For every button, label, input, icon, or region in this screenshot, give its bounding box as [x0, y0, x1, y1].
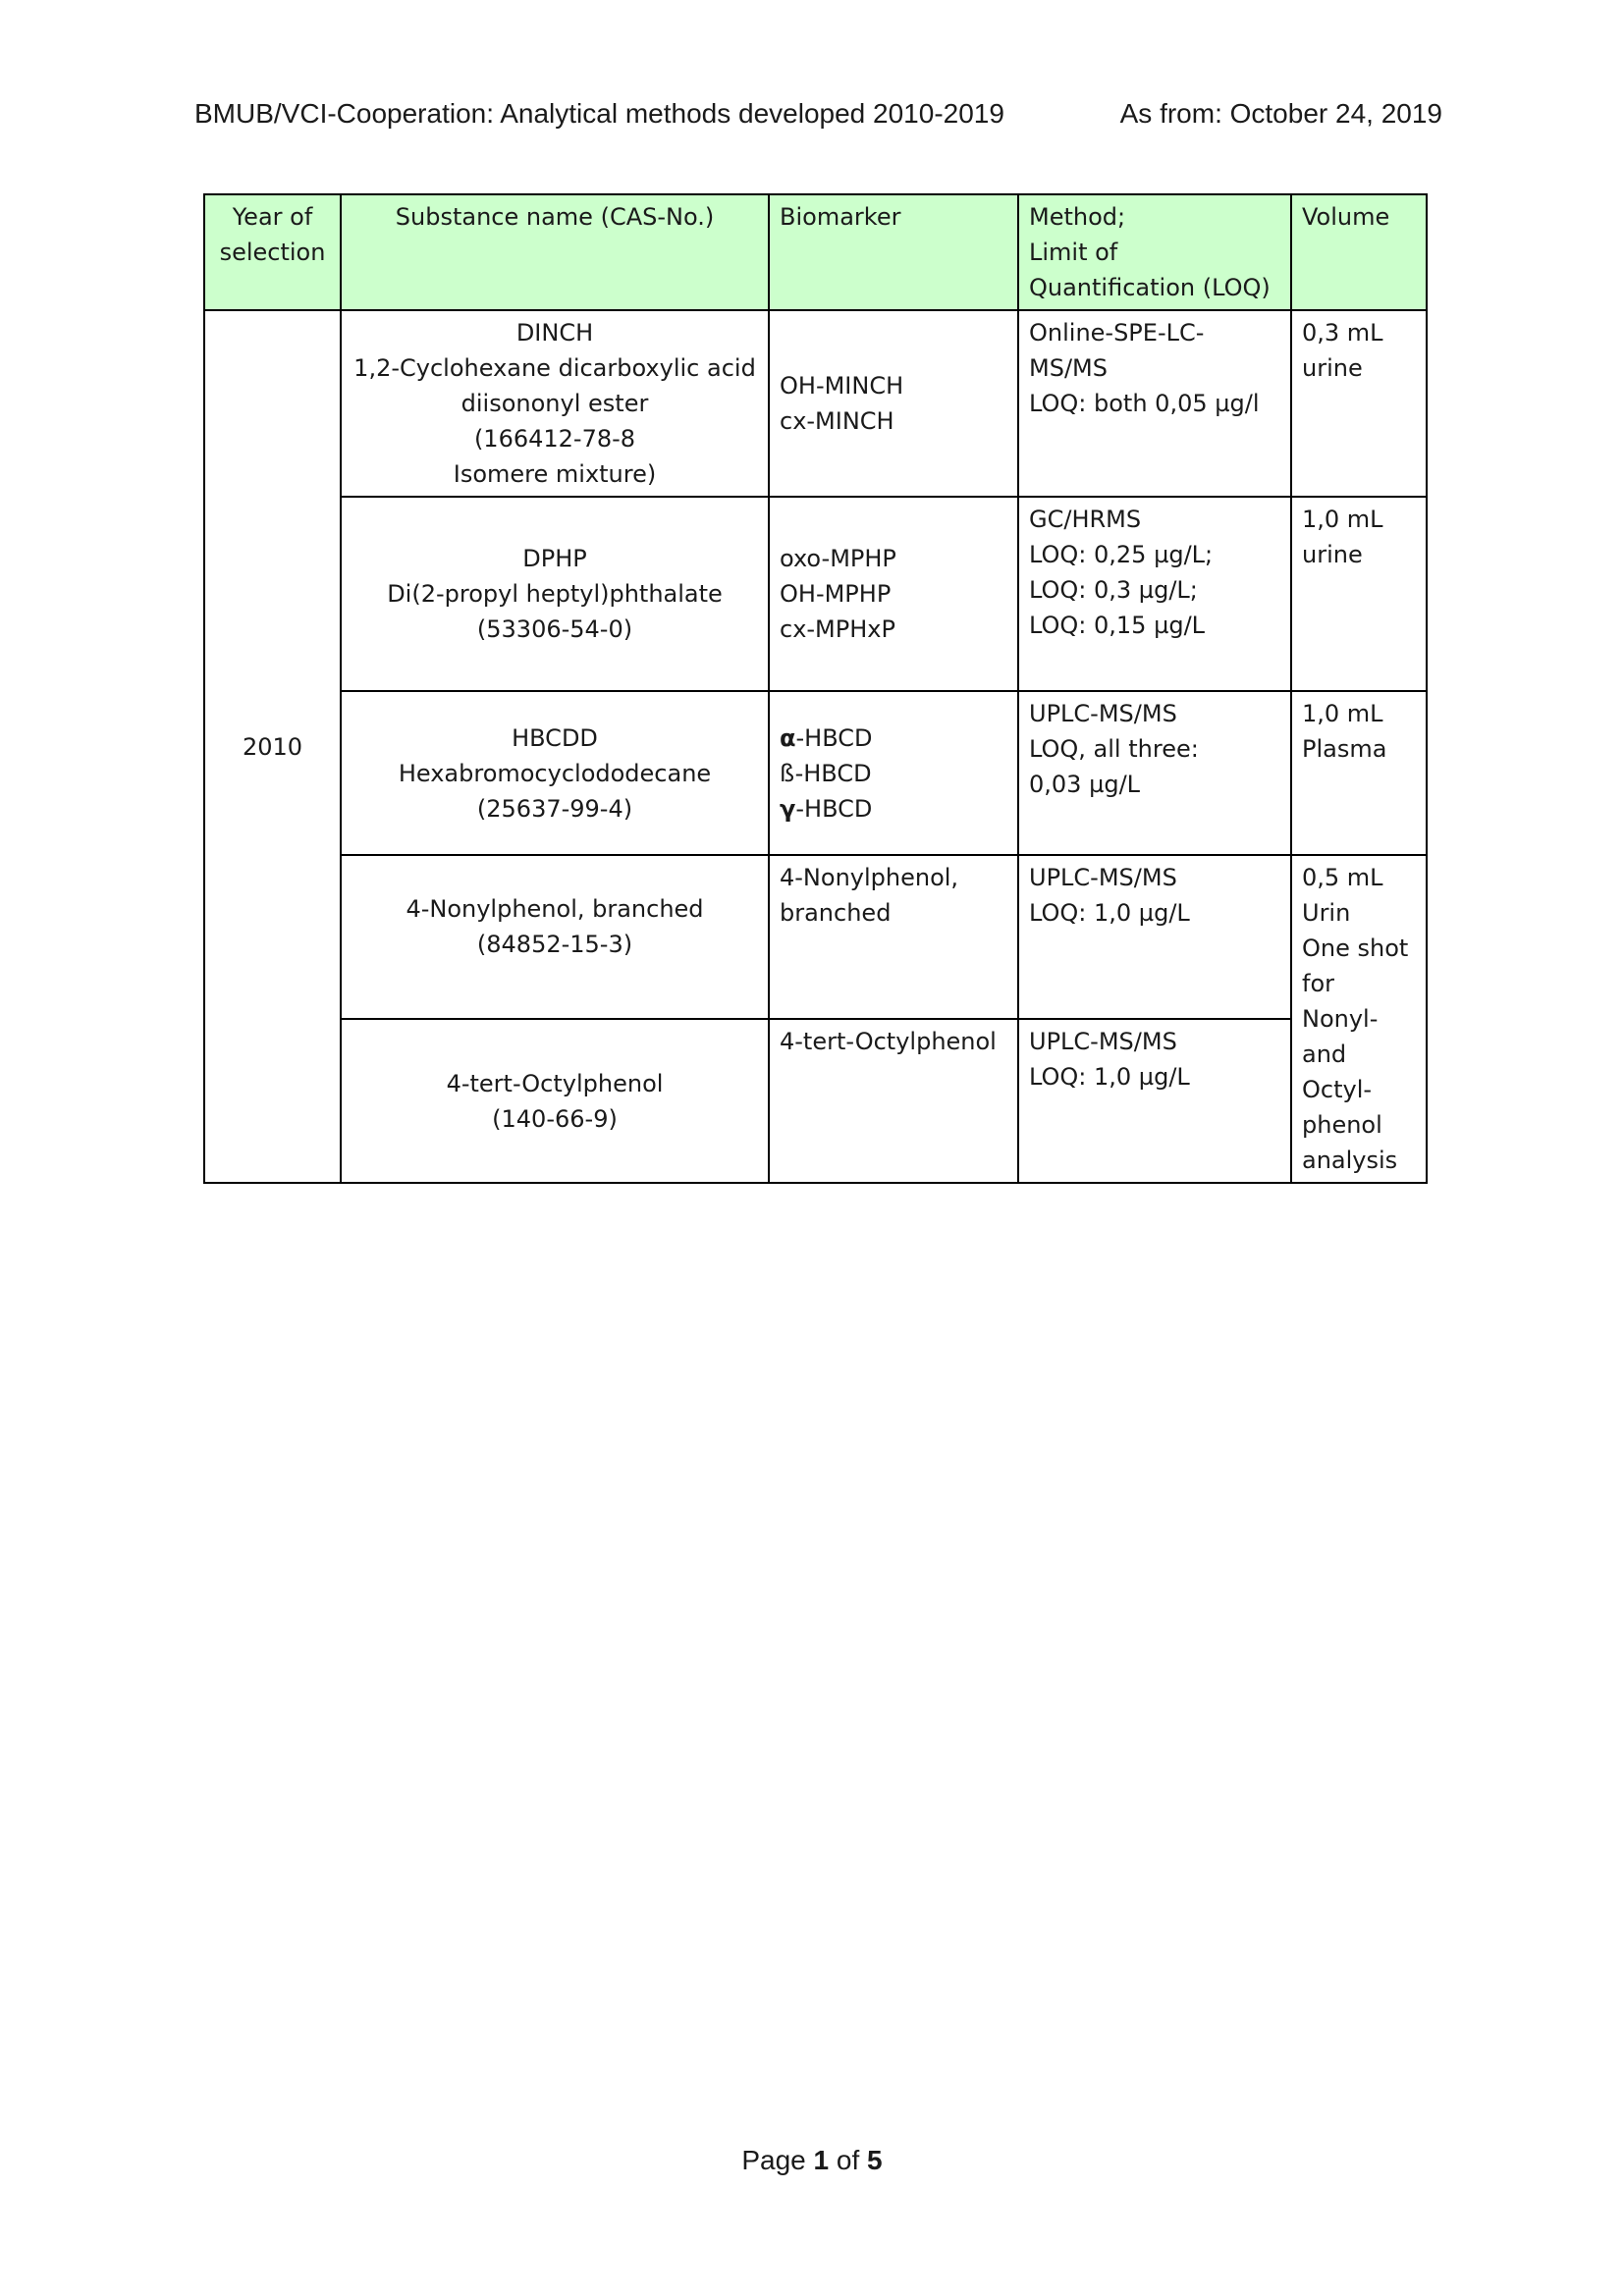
document-date: As from: October 24, 2019 [1119, 98, 1442, 129]
method-cell: GC/HRMS LOQ: 0,25 µg/L; LOQ: 0,3 µg/L; LOQ: 0,15 µg/L [1018, 497, 1291, 691]
biomarker-gamma-hbcd: γ-HBCD [780, 794, 873, 823]
header-volume: Volume [1291, 194, 1427, 310]
volume-cell: 0,3 mL urine [1291, 310, 1427, 497]
table-row [204, 691, 1427, 855]
page-number: Page 1 of 5 [741, 2145, 883, 2175]
volume-cell: 1,0 mL urine [1291, 497, 1427, 691]
document-title: BMUB/VCI-Cooperation: Analytical methods developed 2010-2019 [194, 98, 1004, 129]
table-row [204, 497, 1427, 691]
volume-cell: 1,0 mL Plasma [1291, 691, 1427, 855]
table-header-row [204, 194, 1427, 310]
header-year: Year of selection [204, 194, 341, 310]
biomarker-cell: 4-Nonylphenol, branched [769, 855, 1018, 1019]
biomarker-beta-hbcd: ß-HBCD [780, 759, 872, 787]
year-cell: 2010 [204, 310, 341, 1183]
substance-cell: DPHP Di(2-propyl heptyl)phthalate (53306-54-0) [341, 497, 769, 691]
method-cell: UPLC-MS/MS LOQ: 1,0 µg/L [1018, 855, 1291, 1019]
methods-table [203, 193, 1428, 1184]
biomarker-cell: OH-MINCH cx-MINCH [769, 310, 1018, 497]
header-substance: Substance name (CAS-No.) [341, 194, 769, 310]
biomarker-cell [769, 691, 1018, 855]
table-row [204, 310, 1427, 497]
volume-cell-shared: 0,5 mL Urin One shot for Nonyl- and Octyl- phenol analysis [1291, 855, 1427, 1183]
substance-cell: 4-Nonylphenol, branched (84852-15-3) [341, 855, 769, 1019]
biomarker-cell: oxo-MPHP OH-MPHP cx-MPHxP [769, 497, 1018, 691]
biomarker-cell: 4-tert-Octylphenol [769, 1019, 1018, 1183]
method-cell: UPLC-MS/MS LOQ: 1,0 µg/L [1018, 1019, 1291, 1183]
table-row [204, 1019, 1427, 1183]
method-cell: UPLC-MS/MS LOQ, all three: 0,03 µg/L [1018, 691, 1291, 855]
header-biomarker: Biomarker [769, 194, 1018, 310]
substance-cell: 4-tert-Octylphenol (140-66-9) [341, 1019, 769, 1183]
table-row [204, 855, 1427, 1019]
method-cell: Online-SPE-LC- MS/MS LOQ: both 0,05 µg/l [1018, 310, 1291, 497]
biomarker-alpha-hbcd: α-HBCD [780, 723, 873, 752]
substance-cell: DINCH 1,2-Cyclohexane dicarboxylic acid diisononyl ester (166412-78-8 Isomere mixture) [341, 310, 769, 497]
substance-cell: HBCDD Hexabromocyclododecane (25637-99-4) [341, 691, 769, 855]
header-method: Method; Limit of Quantification (LOQ) [1018, 194, 1291, 310]
